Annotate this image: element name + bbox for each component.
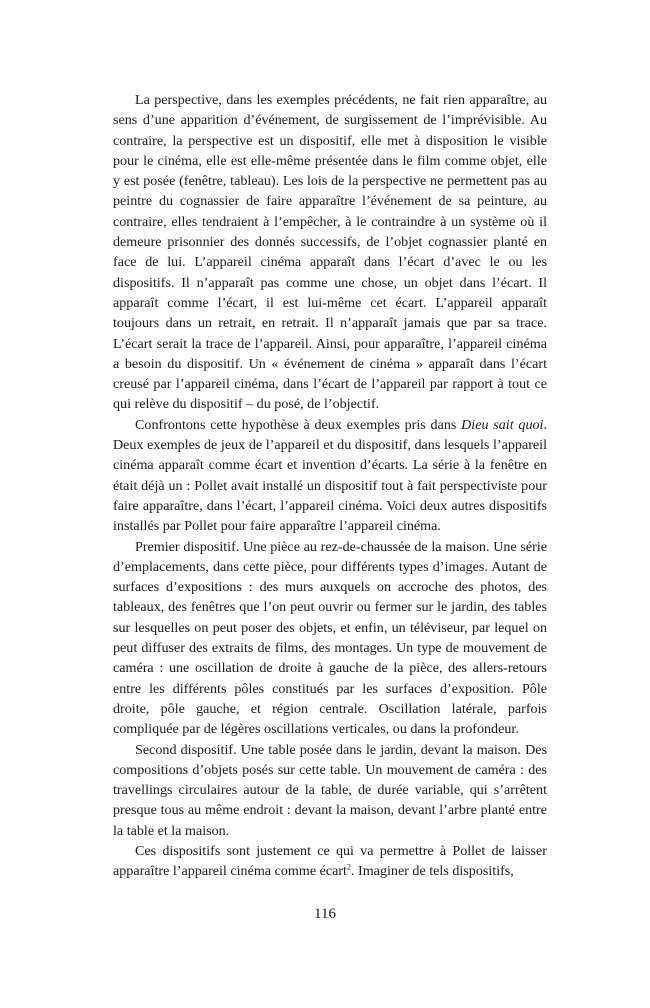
paragraph-ces-dispositifs xyxy=(113,841,547,882)
body-text xyxy=(113,90,547,882)
paragraph-confrontons-start: Confrontons cette hypothèse à deux exemples pris dans xyxy=(135,416,462,433)
paragraph-second-dispositif: Second dispositif. Une table posée dans le jardin, devant la maison. Des compositions d’objets posés sur cette table. Un mouvement de caméra : des travellings circulaires autour de la table, de durée variable, qui s’arrêtent presque tous au même endroit : devant la maison, devant l’arbre planté entre la table et la maison. xyxy=(113,741,547,839)
footnote-marker: 2 xyxy=(346,862,351,872)
paragraph-ces-dispositifs-end: . Imaginer de tels dispositifs, xyxy=(350,863,514,880)
paragraph-premier-dispositif: Premier dispositif. Une pièce au rez-de-chaussée de la maison. Une série d’emplacements, dans cette pièce, pour différents types d’images. Autant de surfaces d’expositions : des murs auxquels on accroche des photos, des tableaux, des fenêtres que l’on peut ouvrir ou fermer sur le jardin, des tables sur lesquelles on peut poser des objets, et enfin, un téléviseur, par lequel on peut diffuser des extraits de films, des montages. Un type de mouvement de caméra : une oscillation de droite à gauche de la pièce, des allers-retours entre les différents pôles constitués par les surfaces d’exposition. Pôle droite, pôle gauche, et région centrale. Oscillation latérale, parfois compliquée par de légères oscillations verticales, ou dans la profondeur. xyxy=(113,538,547,738)
page-number: 116 xyxy=(314,906,336,922)
paragraph-confrontons-end: . Deux exemples de jeux de l’appareil et du dispositif, dans lesquels l’appareil cinéma apparaît comme écart et invention d’écarts. La série à la fenêtre en était déjà un : Pollet avait installé un dispositif tout à fait perspectiviste pour faire apparaître, dans l’écart, l’appareil cinéma. Voici deux autres dispositifs installés par Pollet pour faire apparaître l’appareil cinéma. xyxy=(113,416,547,535)
paragraph-perspective: La perspective, dans les exemples précédents, ne fait rien apparaître, au sens d’une apparition d’événement, de surgissement de l’imprévisible. Au contraire, la perspective est un dispositif, elle met à disposition le visible pour le cinéma, elle est elle-même présentée dans le film comme objet, elle y est posée (fenêtre, tableau). Les lois de la perspective ne permettent pas au peintre du cognassier de faire apparaître l’événement de sa peinture, au contraire, elles tendraient à l’empêcher, à le contraindre à un système où il demeure prisonnier des donnés successifs, de l’objet cognassier planté en face de lui. L’appareil cinéma apparaît dans l’écart d’avec le ou les dispositifs. Il n’apparaît pas comme une chose, un objet dans l’écart. Il apparaît comme l’écart, il est lui-même cet écart. L’appareil apparaît toujours dans un retrait, en retrait. Il n’apparaît jamais que par sa trace. L’écart serait la trace de l’appareil. Ainsi, pour apparaître, l’appareil cinéma a besoin du dispositif. Un « événement de cinéma » apparaît dans l’écart creusé par l’appareil cinéma, dans l’écart de l’appareil par rapport à tout ce qui relève du dispositif – du posé, de l’objectif. xyxy=(113,92,547,413)
paragraph-confrontons xyxy=(113,415,547,537)
paragraph-ces-dispositifs-start: Ces dispositifs sont justement ce qui va permettre à Pollet de laisser apparaître l’appareil cinéma comme écart xyxy=(113,842,547,880)
film-title: Dieu sait quoi xyxy=(461,416,544,433)
